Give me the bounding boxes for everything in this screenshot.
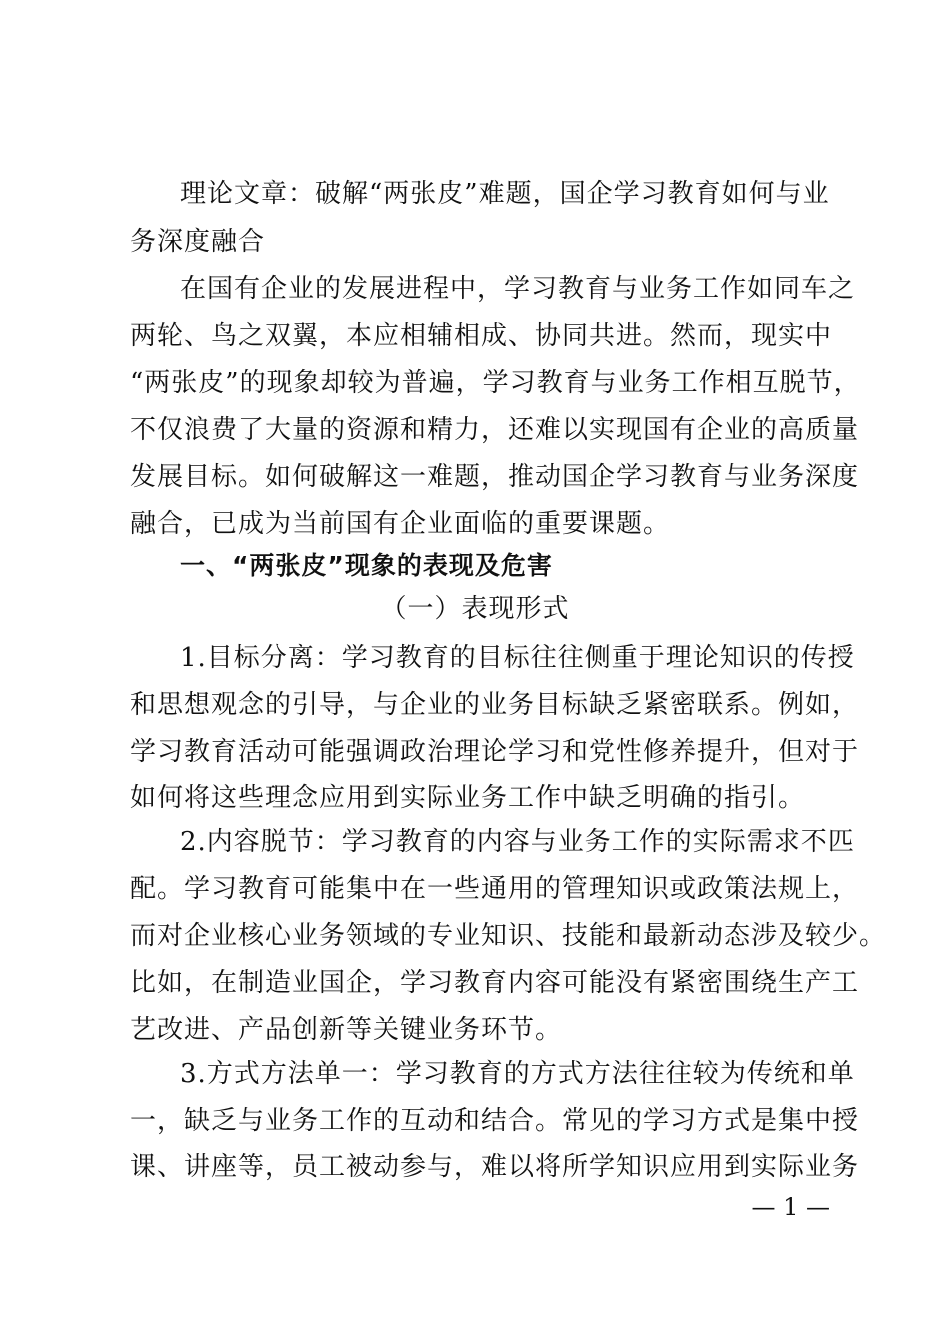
intro-line: 两轮、鸟之双翼，本应相辅相成、协同共进。然而，现实中 <box>130 321 833 351</box>
intro-line: 在国有企业的发展进程中，学习教育与业务工作如同车之 <box>180 274 856 304</box>
intro-line: 不仅浪费了大量的资源和精力，还难以实现国有企业的高质量 <box>130 415 860 445</box>
intro-line: 发展目标。如何破解这一难题，推动国企学习教育与业务深度 <box>130 462 860 492</box>
item2-line: 艺改进、产品创新等关键业务环节。 <box>130 1015 563 1045</box>
item3-line: 一，缺乏与业务工作的互动和结合。常见的学习方式是集中授 <box>130 1106 860 1136</box>
item1-line: 和思想观念的引导，与企业的业务目标缺乏紧密联系。例如， <box>130 690 860 720</box>
item2-line: 而对企业核心业务领域的专业知识、技能和最新动态涉及较少。 <box>130 921 887 951</box>
item1-line: 如何将这些理念应用到实际业务工作中缺乏明确的指引。 <box>130 783 806 813</box>
section-heading: 一、“两张皮”现象的表现及危害 <box>180 551 553 580</box>
item2-line: 2.内容脱节：学习教育的内容与业务工作的实际需求不匹 <box>180 827 855 857</box>
article-title-line-1: 理论文章：破解“两张皮”难题，国企学习教育如何与业 <box>180 179 830 209</box>
item3-line: 3.方式方法单一：学习教育的方式方法往往较为传统和单 <box>180 1059 855 1089</box>
article-title-line-2: 务深度融合 <box>130 227 266 257</box>
intro-line: “两张皮”的现象却较为普遍，学习教育与业务工作相互脱节， <box>130 368 861 398</box>
item2-line: 配。学习教育可能集中在一些通用的管理知识或政策法规上， <box>130 874 860 904</box>
intro-line: 融合，已成为当前国有企业面临的重要课题。 <box>130 509 671 539</box>
item2-line: 比如，在制造业国企，学习教育内容可能没有紧密围绕生产工 <box>130 968 860 998</box>
item3-line: 课、讲座等，员工被动参与，难以将所学知识应用到实际业务 <box>130 1152 860 1182</box>
item1-line: 1.目标分离：学习教育的目标往往侧重于理论知识的传授 <box>180 643 855 673</box>
subsection-heading: （一）表现形式 <box>380 594 570 624</box>
item1-line: 学习教育活动可能强调政治理论学习和党性修养提升，但对于 <box>130 737 860 767</box>
page-number: — 1 — <box>751 1193 830 1221</box>
